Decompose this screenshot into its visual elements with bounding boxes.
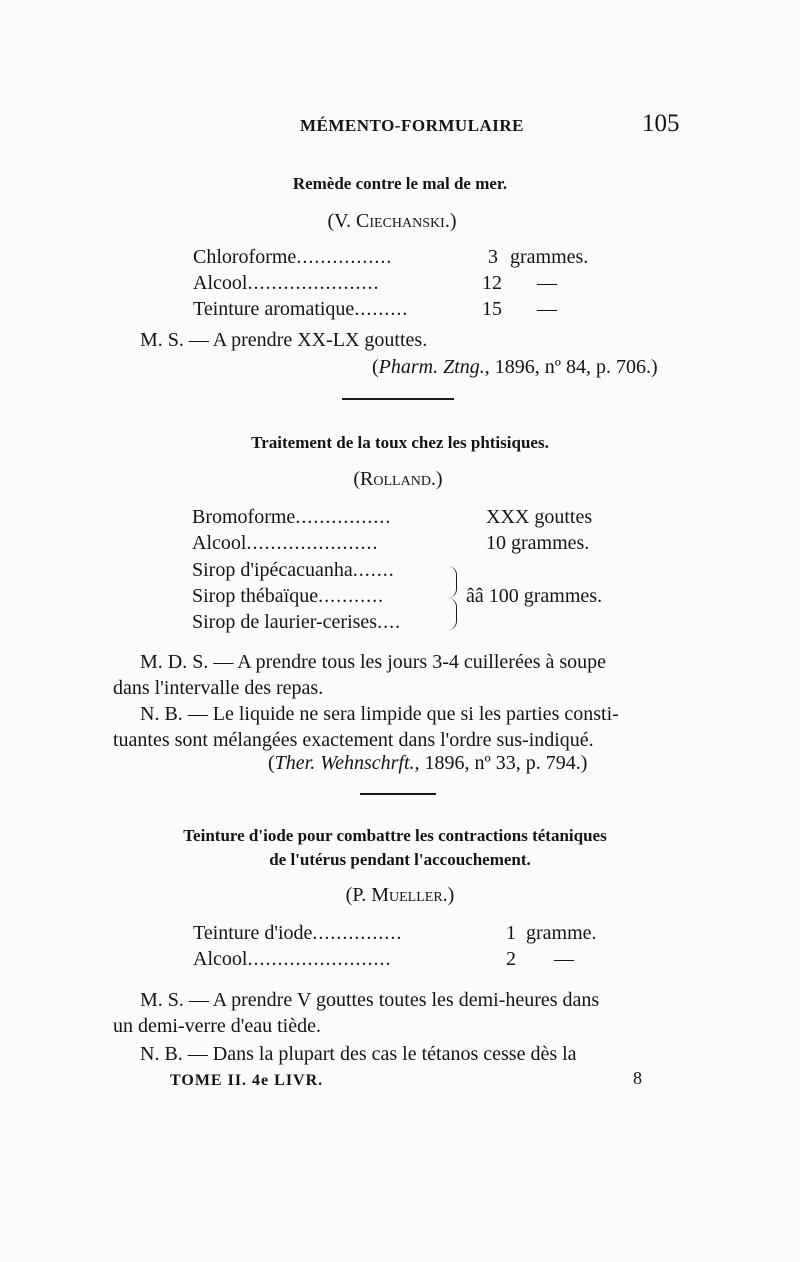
section3-ingredient-qty: 2 bbox=[506, 948, 516, 970]
reference-details: , 1896, nº 84, p. 706.) bbox=[484, 356, 658, 378]
ingredient-name: Sirop de laurier-cerises bbox=[192, 611, 378, 633]
leader-dots: ....... bbox=[352, 559, 395, 581]
reference-journal: Pharm. Ztng. bbox=[378, 356, 485, 378]
section2-instructions-line2: dans l'intervalle des repas. bbox=[113, 677, 324, 699]
leader-dots: ...................... bbox=[247, 272, 380, 294]
section2-reference: (Ther. Wehnschrft., 1896, nº 33, p. 794.) bbox=[268, 752, 588, 774]
section2-ingredient-name bbox=[192, 585, 384, 608]
section3-ingredient-unit: — bbox=[554, 948, 574, 970]
section2-ingredient-name bbox=[192, 532, 378, 555]
section3-heading-line2: de l'utérus pendant l'accouchement. bbox=[269, 850, 531, 869]
ingredient-name: Teinture aromatique bbox=[193, 298, 355, 320]
section1-ingredient-qty: 12 bbox=[482, 272, 502, 294]
brace-bottom bbox=[448, 598, 457, 630]
section1-ingredient-unit: grammes. bbox=[510, 246, 589, 268]
ingredient-name: Alcool bbox=[193, 272, 248, 294]
section1-ingredient-qty: 15 bbox=[482, 298, 502, 320]
section1-author: (V. Ciechanski.) bbox=[327, 210, 457, 232]
ingredient-name: Teinture d'iode bbox=[193, 922, 313, 944]
section2-ingredient-qty: 10 grammes. bbox=[486, 532, 590, 554]
section2-ingredient-qty: XXX gouttes bbox=[486, 506, 593, 528]
section3-nb-line1: N. B. — Dans la plupart des cas le tétanos cesse dès la bbox=[140, 1043, 577, 1065]
section1-ingredient-unit: — bbox=[537, 272, 557, 294]
section2-nb-line2: tuantes sont mélangées exactement dans l'ordre sus-indiqué. bbox=[113, 729, 594, 751]
leader-dots: .... bbox=[377, 611, 402, 633]
leader-dots: ......... bbox=[354, 298, 409, 320]
section3-instructions-line2: un demi-verre d'eau tiède. bbox=[113, 1015, 321, 1037]
ingredient-name: Sirop d'ipécacuanha bbox=[192, 559, 353, 581]
section3-ingredient-unit: gramme. bbox=[526, 922, 597, 944]
section3-heading-line1: Teinture d'iode pour combattre les contractions tétaniques bbox=[183, 826, 607, 845]
section2-heading: Traitement de la toux chez les phtisiques. bbox=[251, 433, 549, 452]
section2-instructions-line1: M. D. S. — A prendre tous les jours 3-4 cuillerées à soupe bbox=[140, 651, 607, 673]
leader-dots: ........... bbox=[318, 585, 385, 607]
section1-ingredient-name bbox=[193, 298, 408, 321]
running-header-title: MÉMENTO-FORMULAIRE bbox=[300, 116, 525, 135]
section-divider bbox=[360, 793, 436, 795]
section1-ingredient-name bbox=[193, 272, 379, 295]
section2-brace-label: ââ 100 grammes. bbox=[466, 585, 603, 607]
section-divider bbox=[342, 398, 454, 400]
ingredient-name: Sirop thébaïque bbox=[192, 585, 319, 607]
page-number: 105 bbox=[642, 110, 680, 137]
reference-details: , 1896, nº 33, p. 794.) bbox=[414, 752, 588, 774]
footer-volume: TOME II. 4e LIVR. bbox=[170, 1072, 324, 1089]
leader-dots: ...................... bbox=[246, 532, 379, 554]
leader-dots: ................ bbox=[295, 506, 392, 528]
section1-ingredient-qty: 3 bbox=[488, 246, 498, 268]
section3-ingredient-qty: 1 bbox=[506, 922, 516, 944]
section1-ingredient-name bbox=[193, 246, 392, 269]
ingredient-name: Bromoforme bbox=[192, 506, 296, 528]
section3-author: (P. Mueller.) bbox=[345, 884, 455, 906]
brace-top bbox=[448, 566, 457, 598]
section2-ingredient-name bbox=[192, 559, 395, 582]
ingredient-name: Alcool bbox=[192, 532, 247, 554]
section1-ingredient-unit: — bbox=[537, 298, 557, 320]
section3-ingredient-name bbox=[193, 948, 391, 971]
section3-instructions-line1: M. S. — A prendre V gouttes toutes les demi-heures dans bbox=[140, 989, 600, 1011]
leader-dots: ................ bbox=[296, 246, 393, 268]
leader-dots: ............... bbox=[312, 922, 403, 944]
section1-instructions: M. S. — A prendre XX-LX gouttes. bbox=[140, 329, 428, 351]
section2-nb-line1: N. B. — Le liquide ne sera limpide que si les parties consti- bbox=[140, 703, 619, 725]
reference-journal: Ther. Wehnschrft. bbox=[274, 752, 415, 774]
section1-heading: Remède contre le mal de mer. bbox=[292, 174, 508, 193]
leader-dots: ........................ bbox=[247, 948, 392, 970]
section2-author: (Rolland.) bbox=[353, 468, 443, 490]
section3-ingredient-name bbox=[193, 922, 402, 945]
footer-signature: 8 bbox=[633, 1068, 642, 1088]
section2-ingredient-name bbox=[192, 506, 391, 529]
ingredient-name: Chloroforme bbox=[193, 246, 297, 268]
section1-reference: (Pharm. Ztng., 1896, nº 84, p. 706.) bbox=[372, 356, 658, 378]
section2-ingredient-name bbox=[192, 611, 401, 634]
ingredient-name: Alcool bbox=[193, 948, 248, 970]
